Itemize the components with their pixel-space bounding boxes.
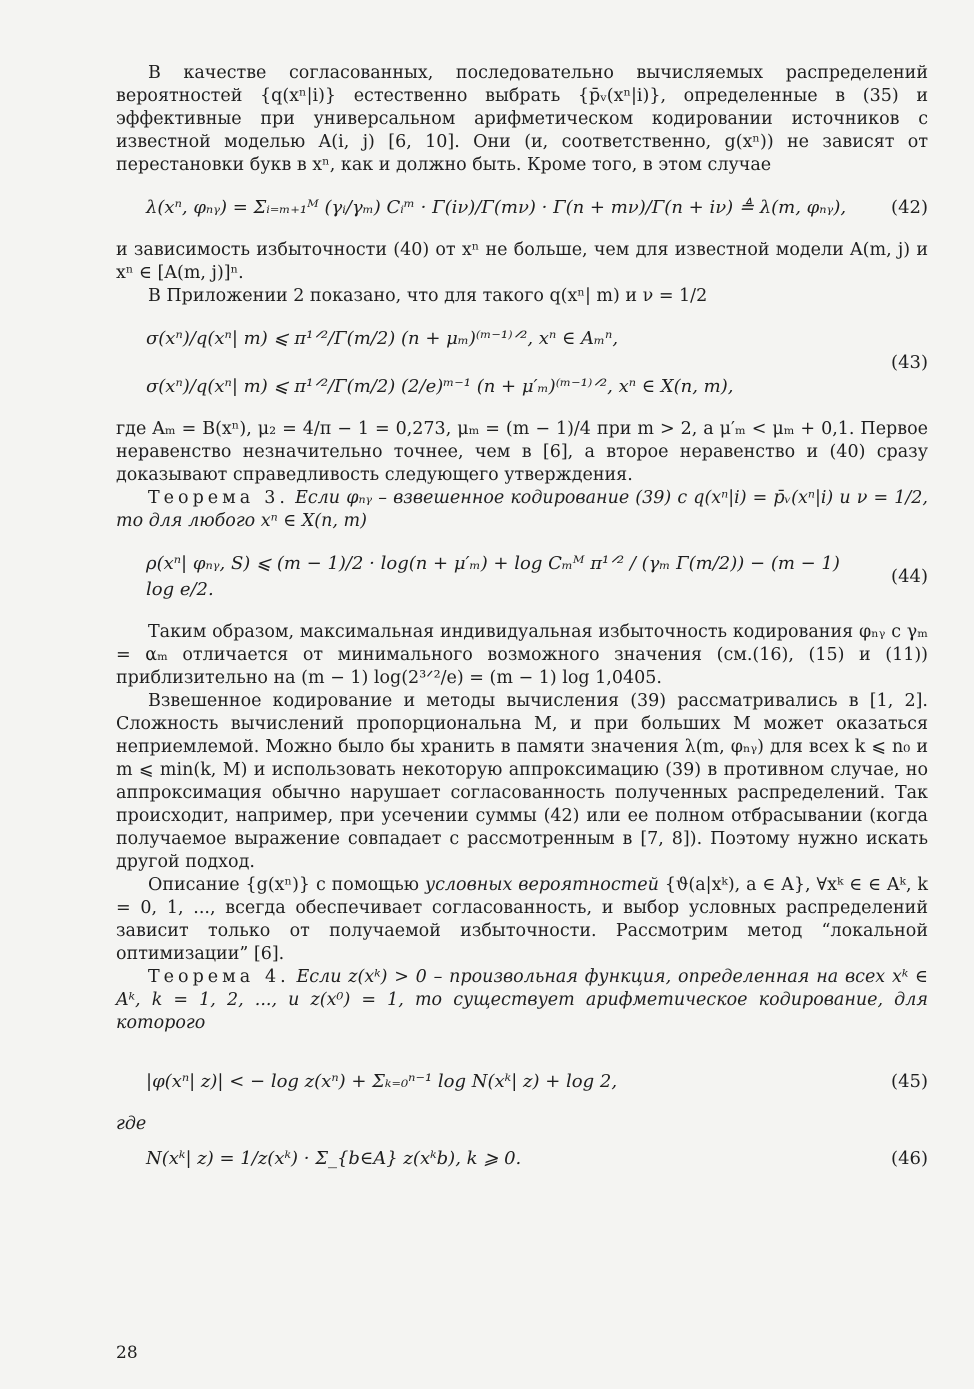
paragraph: где Aₘ = B(xⁿ), μ₂ = 4/π − 1 = 0,273, μₘ = (m − 1)/4 при m > 2, а μ′ₘ < μₘ + 0,1. Первое неравенство незначительно точнее, чем в [6], а второе неравенство и (40) сразу доказывают справедливость следующего утверждения.	[116, 419, 928, 485]
paragraph	[116, 874, 928, 966]
equation-text: |φ(xⁿ| z)| < − log z(xⁿ) + Σₖ₌₀ⁿ⁻¹ log N(xᵏ| z) + log 2,	[146, 1071, 618, 1092]
paragraph: В Приложении 2 показано, что для такого q(xⁿ| m) и ν = 1/2	[148, 286, 708, 306]
theorem-3	[116, 487, 928, 533]
equation-number: (46)	[891, 1148, 928, 1169]
theorem-4	[116, 966, 928, 1035]
equation-44	[146, 551, 928, 603]
equation-text: λ(xⁿ, φₙᵧ) = Σᵢ₌ₘ₊₁ᴹ (γᵢ/γₘ) Cᵢᵐ · Γ(iν)/Γ(mν) · Γ(n + mν)/Γ(n + iν) ≜ λ(m, φₙᵧ),	[146, 197, 847, 218]
equation-46	[146, 1146, 928, 1172]
paragraph: и зависимость избыточности (40) от xⁿ не больше, чем для известной модели A(m, j) и xⁿ ∈ [A(m, j)]ⁿ.	[116, 240, 928, 283]
equation-43	[146, 326, 928, 400]
equation-line: σ(xⁿ)/q(xⁿ| m) ⩽ π¹ᐟ²/Γ(m/2) (2/e)ᵐ⁻¹ (n + μ′ₘ)⁽ᵐ⁻¹⁾ᐟ², xⁿ ∈ X(n, m),	[146, 376, 734, 397]
equation-number: (44)	[891, 566, 928, 587]
equation-45	[146, 1069, 928, 1095]
text-run: Описание {g(xⁿ)} с помощью	[148, 875, 420, 895]
theorem-statement: Если φₙᵧ – взвешенное кодирование (39) с q(xⁿ|i) = p̄ᵥ(xⁿ|i) и ν = 1/2, то для любого xⁿ ∈ X(n, m)	[116, 488, 928, 531]
equation-number: (43)	[891, 352, 928, 373]
equation-line: σ(xⁿ)/q(xⁿ| m) ⩽ π¹ᐟ²/Γ(m/2) (n + μₘ)⁽ᵐ⁻¹⁾ᐟ², xⁿ ∈ Aₘⁿ,	[146, 328, 619, 349]
text-run-italic: условных вероятностей	[424, 875, 659, 895]
theorem-heading: Теорема 4.	[148, 967, 290, 987]
theorem-statement: Если z(xᵏ) > 0 – произвольная функция, определенная на всех xᵏ ∈ Aᵏ, k = 1, 2, ..., и z(x⁰) = 1, то существует арифметическое кодирование, для которого	[116, 967, 928, 1033]
equation-text: ρ(xⁿ| φₙᵧ, S) ⩽ (m − 1)/2 · log(n + μ′ₘ) + log Cₘᴹ π¹ᐟ² / (γₘ Γ(m/2)) − (m − 1) log e/2.	[146, 553, 840, 600]
equation-number: (42)	[891, 197, 928, 218]
page-number: 28	[116, 1343, 138, 1363]
text-run: {ϑ(a|xᵏ), a ∈ A}, ∀xᵏ ∈ ∈ Aᵏ, k = 0, 1, ..., всегда обеспечивает согласованность, и выбор условных распределений зависит только от получаемой избыточности. Рассмотрим метод “локальной оптимизации” [6].	[116, 875, 929, 964]
paragraph: Таким образом, максимальная индивидуальная избыточность кодирования φₙᵧ с γₘ = αₘ отличается от минимального возможного значения (см.(16), (15) и (11)) приблизительно на (m − 1) log(2³ᐟ²/e) = (m − 1) log 1,0405.	[116, 622, 928, 688]
paragraph: Взвешенное кодирование и методы вычисления (39) рассматривались в [1, 2]. Сложность вычислений пропорциональна M, и при больших M может оказаться неприемлемой. Можно было бы хранить в памяти значения λ(m, φₙᵧ) для всех k ⩽ n₀ и m ⩽ min(k, M) и использовать некоторую аппроксимацию (39) в противном случае, но аппроксимация обычно нарушает согласованность полученных распределений. Так происходит, например, при усечении суммы (42) или ее полном отбрасывании (когда получаемое выражение совпадает с рассмотренным в [7, 8]). Поэтому нужно искать другой подход.	[116, 691, 928, 872]
theorem-heading: Теорема 3.	[148, 488, 289, 508]
where-label: где	[116, 1114, 147, 1134]
equation-42	[146, 195, 928, 221]
paragraph: В качестве согласованных, последовательно вычисляемых распределений вероятностей {q(xⁿ|i)} естественно выбрать {p̄ᵥ(xⁿ|i)}, определенные в (35) и эффективные при универсальном арифметическом кодировании источников с известной моделью A(i, j) [6, 10]. Они (и, соответственно, g(xⁿ)) не зависят от перестановки букв в xⁿ, как и должно быть. Кроме того, в этом случае	[116, 63, 928, 175]
equation-text: N(xᵏ| z) = 1/z(xᵏ) · Σ_{b∈A} z(xᵏb), k ⩾ 0.	[146, 1148, 522, 1169]
equation-number: (45)	[891, 1071, 928, 1092]
